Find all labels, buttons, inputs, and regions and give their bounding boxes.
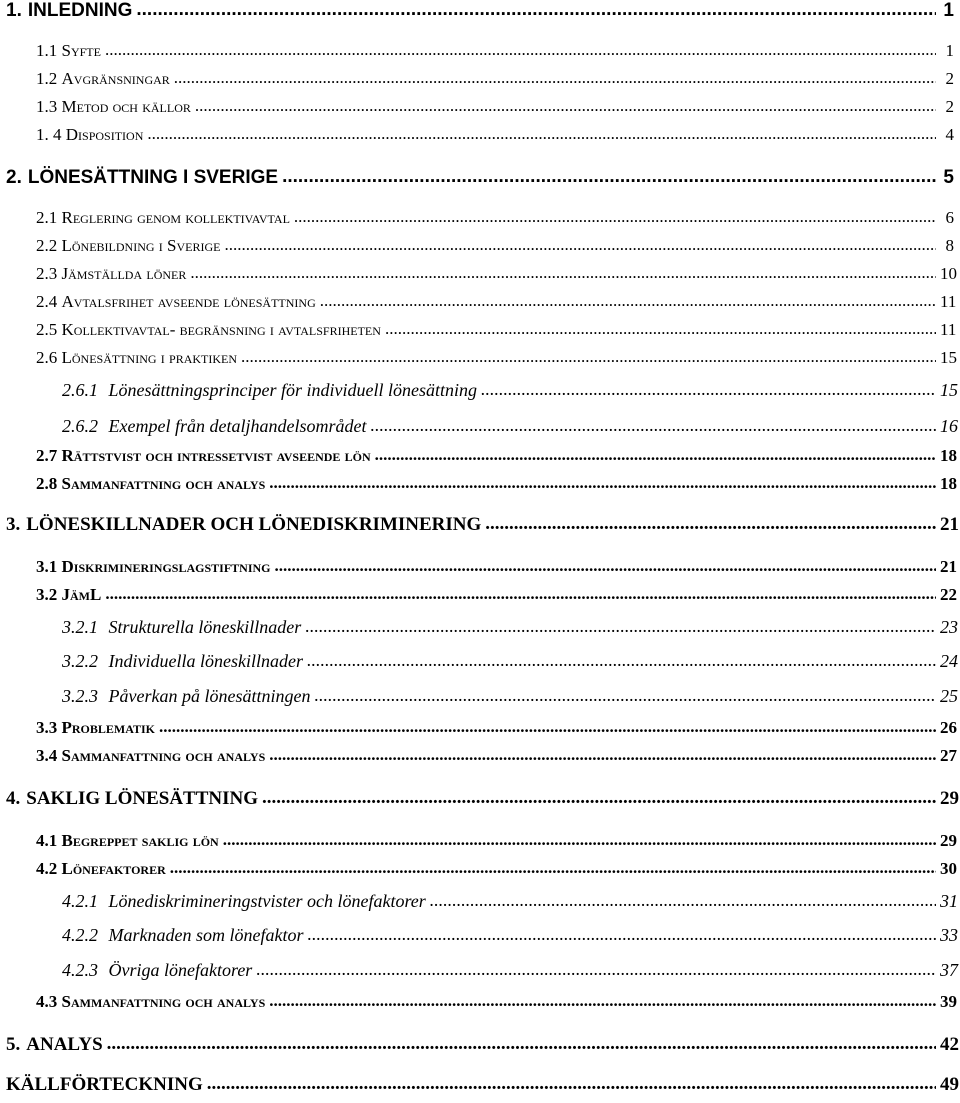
- toc-entry-page: 49: [940, 1074, 959, 1095]
- toc-entry-level2[interactable]: [36, 718, 957, 738]
- toc-entry-page: 26: [940, 718, 957, 737]
- toc-entry-level1[interactable]: [6, 1074, 959, 1096]
- dot-leader: [275, 556, 937, 576]
- toc-entry-level3[interactable]: [62, 686, 958, 707]
- toc-entry-title: KÄLLFÖRTECKNING: [6, 1074, 203, 1095]
- dot-leader: [269, 473, 936, 493]
- toc-entry-number: 1. 4: [36, 125, 62, 144]
- toc-entry-level2[interactable]: [36, 585, 957, 605]
- toc-entry-number: 2.8: [36, 474, 58, 493]
- toc-entry-page: 10: [940, 264, 957, 283]
- toc-entry-title: Lönefaktorer: [61, 859, 166, 878]
- toc-entry-number: 2.6: [36, 348, 58, 367]
- toc-entry-level2[interactable]: [36, 992, 957, 1012]
- toc-entry-title: Metod och källor: [61, 97, 191, 116]
- toc-entry-level2[interactable]: [36, 746, 957, 766]
- toc-entry-page: 21: [940, 557, 957, 576]
- toc-entry-level1[interactable]: [6, 788, 959, 810]
- toc-entry-number: 3.3: [36, 718, 58, 737]
- toc-entry-title: LÖNESÄTTNING I SVERIGE: [27, 167, 279, 188]
- dot-leader: [223, 830, 936, 850]
- toc-entry-page: 31: [940, 891, 958, 911]
- toc-entry-page: 22: [940, 585, 957, 604]
- toc-entry-number: 1.1: [36, 41, 58, 60]
- toc-entry-number: 2.: [6, 167, 22, 188]
- toc-entry-title: Exempel från detaljhandelsområdet: [108, 416, 367, 436]
- toc-entry-number: 2.6.1: [62, 380, 98, 400]
- dot-leader: [190, 263, 936, 283]
- dot-leader: [159, 717, 936, 737]
- toc-entry-title: Rättstvist och intressetvist avseende lön: [61, 446, 371, 465]
- toc-entry-number: 4.2.2: [62, 925, 98, 945]
- toc-entry-number: 3.2: [36, 585, 58, 604]
- toc-entry-page: 21: [940, 514, 959, 535]
- toc-entry-page: 33: [940, 925, 958, 945]
- dot-leader: [314, 685, 936, 706]
- toc-entry-level3[interactable]: [62, 617, 958, 638]
- toc-entry-page: 11: [940, 320, 957, 339]
- toc-entry-number: 3.2.2: [62, 651, 98, 671]
- dot-leader: [370, 415, 936, 436]
- dot-leader: [385, 319, 936, 339]
- toc-entry-page: 4: [945, 125, 954, 144]
- dot-leader: [170, 858, 936, 878]
- dot-leader: [481, 379, 936, 400]
- dot-leader: [147, 124, 936, 144]
- toc-entry-title: Reglering genom kollektivavtal: [61, 208, 290, 227]
- toc-entry-page: 11: [940, 292, 957, 311]
- toc-entry-page: 37: [940, 960, 958, 980]
- toc-entry-title: Avgränsningar: [61, 69, 170, 88]
- dot-leader: [262, 787, 936, 809]
- toc-entry-page: 1: [943, 0, 954, 21]
- dot-leader: [256, 959, 936, 980]
- toc-entry-number: 3.4: [36, 746, 58, 765]
- toc-entry-level2[interactable]: [36, 236, 954, 256]
- toc-entry-level2[interactable]: [36, 859, 957, 879]
- toc-entry-page: 2: [945, 69, 954, 88]
- toc-entry-level2[interactable]: [36, 831, 957, 851]
- toc-entry-level2[interactable]: [36, 125, 954, 145]
- toc-entry-title: Sammanfattning och analys: [61, 992, 266, 1011]
- toc-entry-level2[interactable]: [36, 348, 957, 368]
- dot-leader: [224, 235, 936, 255]
- dot-leader: [320, 291, 936, 311]
- toc-entry-number: 2.2: [36, 236, 58, 255]
- toc-entry-level2[interactable]: [36, 69, 954, 89]
- toc-entry-number: 5.: [6, 1034, 21, 1055]
- toc-entry-level3[interactable]: [62, 925, 958, 946]
- toc-entry-page: 27: [940, 746, 957, 765]
- dot-leader: [105, 584, 936, 604]
- toc-entry-title: Avtalsfrihet avseende lönesättning: [61, 292, 316, 311]
- toc-entry-title: Individuella löneskillnader: [108, 651, 303, 671]
- toc-entry-number: 4.: [6, 788, 21, 809]
- toc-entry-number: 1.3: [36, 97, 58, 116]
- toc-entry-number: 4.1: [36, 831, 58, 850]
- dot-leader: [307, 924, 936, 945]
- toc-entry-page: 5: [943, 167, 954, 188]
- toc-entry-title: Marknaden som lönefaktor: [108, 925, 304, 945]
- dot-leader: [375, 445, 936, 465]
- toc-entry-page: 39: [940, 992, 957, 1011]
- dot-leader: [282, 166, 936, 188]
- toc-entry-title: Övriga lönefaktorer: [108, 960, 253, 980]
- toc-entry-title: Disposition: [65, 125, 144, 144]
- toc-entry-level3[interactable]: [62, 380, 958, 401]
- dot-leader: [305, 616, 936, 637]
- dot-leader: [207, 1073, 936, 1095]
- toc-entry-page: 6: [945, 208, 954, 227]
- toc-entry-title: SAKLIG LÖNESÄTTNING: [26, 788, 259, 809]
- toc-entry-page: 1: [945, 41, 954, 60]
- dot-leader: [269, 745, 936, 765]
- toc-entry-page: 16: [940, 416, 958, 436]
- dot-leader: [195, 96, 936, 116]
- toc-entry-level2[interactable]: [36, 97, 954, 117]
- dot-leader: [241, 347, 936, 367]
- toc-entry-level3[interactable]: [62, 891, 958, 912]
- dot-leader: [430, 890, 936, 911]
- toc-entry-number: 1.: [6, 0, 22, 21]
- toc-entry-title: ANALYS: [26, 1034, 103, 1055]
- toc-entry-title: Begreppet saklig lön: [61, 831, 219, 850]
- dot-leader: [136, 0, 936, 21]
- toc-entry-page: 29: [940, 788, 959, 809]
- toc-entry-title: Lönesättning i praktiken: [61, 348, 238, 367]
- toc-entry-title: Strukturella löneskillnader: [108, 617, 302, 637]
- toc-entry-title: Syfte: [61, 41, 101, 60]
- toc-entry-page: 23: [940, 617, 958, 637]
- toc-entry-level3[interactable]: [62, 416, 958, 437]
- toc-entry-page: 30: [940, 859, 957, 878]
- toc-entry-page: 2: [945, 97, 954, 116]
- toc-entry-title: Kollektivavtal- begränsning i avtalsfriheten: [61, 320, 381, 339]
- toc-entry-level2[interactable]: [36, 208, 954, 228]
- toc-entry-title: Lönesättningsprinciper för individuell lönesättning: [108, 380, 477, 400]
- toc-entry-level1[interactable]: [6, 167, 954, 189]
- toc-entry-page: 8: [945, 236, 954, 255]
- toc-entry-level1[interactable]: [6, 0, 954, 22]
- toc-entry-number: 2.1: [36, 208, 58, 227]
- dot-leader: [485, 513, 936, 535]
- toc-entry-title: Jämställda löner: [61, 264, 187, 283]
- toc-entry-number: 2.7: [36, 446, 58, 465]
- dot-leader: [174, 68, 936, 88]
- toc-entry-number: 2.6.2: [62, 416, 98, 436]
- toc-entry-title: JämL: [61, 585, 102, 604]
- toc-entry-title: Lönediskrimineringstvister och lönefaktorer: [108, 891, 426, 911]
- toc-entry-page: 15: [940, 380, 958, 400]
- toc-entry-title: LÖNESKILLNADER OCH LÖNEDISKRIMINERING: [26, 514, 482, 535]
- toc-entry-title: Diskrimineringslagstiftning: [61, 557, 271, 576]
- toc-entry-number: 2.3: [36, 264, 58, 283]
- toc-entry-page: 18: [940, 474, 957, 493]
- toc-entry-number: 1.2: [36, 69, 58, 88]
- toc-entry-level1[interactable]: [6, 514, 959, 536]
- toc-entry-level2[interactable]: [36, 446, 957, 466]
- dot-leader: [294, 207, 936, 227]
- toc-entry-number: 3.: [6, 514, 21, 535]
- toc-entry-title: Påverkan på lönesättningen: [108, 686, 311, 706]
- toc-entry-number: 4.2.3: [62, 960, 98, 980]
- toc-entry-title: Sammanfattning och analys: [61, 474, 266, 493]
- toc-entry-level1[interactable]: [6, 1034, 959, 1056]
- toc-entry-page: 25: [940, 686, 958, 706]
- toc-entry-number: 3.2.1: [62, 617, 98, 637]
- toc-entry-level2[interactable]: [36, 264, 957, 284]
- toc-entry-level3[interactable]: [62, 960, 958, 981]
- toc-entry-number: 2.4: [36, 292, 58, 311]
- toc-entry-level2[interactable]: [36, 320, 957, 340]
- dot-leader: [105, 40, 936, 60]
- toc-entry-title: INLEDNING: [27, 0, 133, 21]
- toc-entry-title: Sammanfattning och analys: [61, 746, 266, 765]
- toc-entry-level2[interactable]: [36, 41, 954, 61]
- dot-leader: [269, 991, 936, 1011]
- toc-entry-number: 3.2.3: [62, 686, 98, 706]
- toc-entry-number: 2.5: [36, 320, 58, 339]
- toc-entry-level3[interactable]: [62, 651, 958, 672]
- toc-entry-number: 4.2: [36, 859, 58, 878]
- toc-entry-level2[interactable]: [36, 474, 957, 494]
- toc-entry-title: Lönebildning i Sverige: [61, 236, 221, 255]
- toc-entry-page: 15: [940, 348, 957, 367]
- toc-entry-number: 4.3: [36, 992, 58, 1011]
- dot-leader: [307, 650, 936, 671]
- toc-entry-number: 4.2.1: [62, 891, 98, 911]
- toc-entry-page: 18: [940, 446, 957, 465]
- toc-entry-page: 42: [940, 1034, 959, 1055]
- toc-entry-page: 29: [940, 831, 957, 850]
- toc-entry-level2[interactable]: [36, 292, 957, 312]
- toc-entry-level2[interactable]: [36, 557, 957, 577]
- toc-entry-page: 24: [940, 651, 958, 671]
- toc-entry-title: Problematik: [61, 718, 156, 737]
- dot-leader: [107, 1033, 936, 1055]
- toc-entry-number: 3.1: [36, 557, 58, 576]
